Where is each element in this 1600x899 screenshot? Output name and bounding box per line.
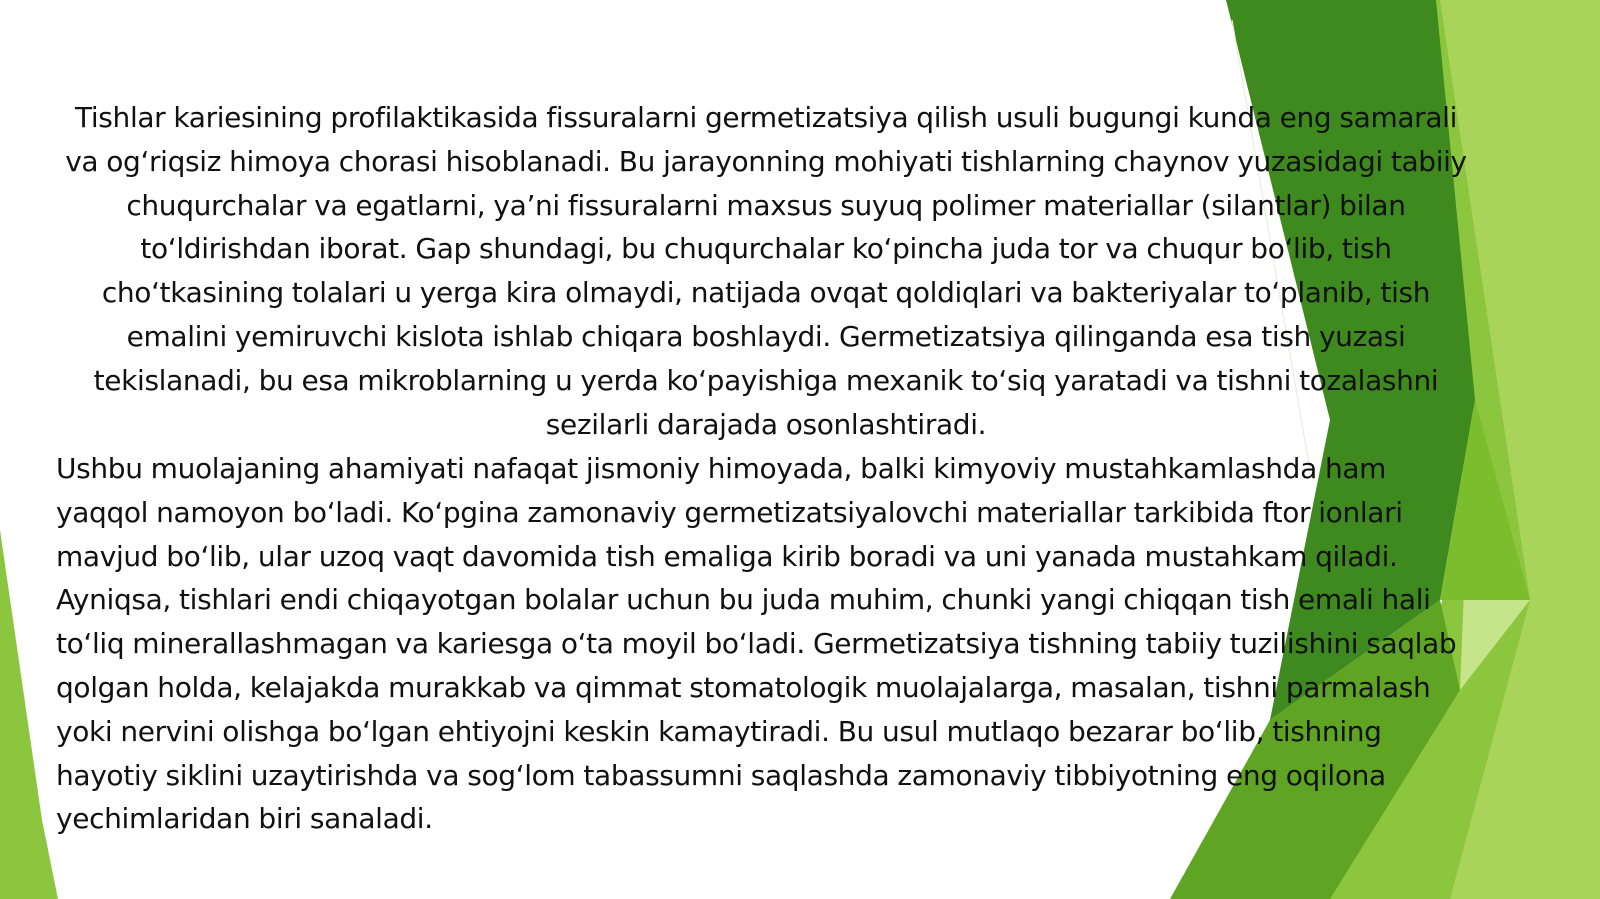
- paragraph-2: Ushbu muolajaning ahamiyati nafaqat jismoniy himoyada, balki kimyoviy mustahkamlashda ham yaqqol namoyon bo‘ladi. Ko‘pgina zamonaviy germetizatsiyalovchi materiallar tarkibida ftor ionlari mavjud bo‘lib, ular uzoq vaqt davomida tish emaliga kirib boradi va uni yanada mustahkam qiladi. Ayniqsa, tishlari endi chiqayotgan bolalar uchun bu juda muhim, chunki yangi chiqqan tish emali hali to‘liq minerallashmagan va kariesga o‘ta moyil bo‘ladi. Germetizatsiya tishning tabiiy tuzilishini saqlab qolgan holda, kelajakda murakkab va qimmat stomatologik muolajalarga, masalan, tishni parmalash yoki nervini olishga bo‘lgan ehtiyojni keskin kamaytiradi. Bu usul mutlaqo bezarar bo‘lib, tishning hayotiy siklini uzaytirishda va sog‘lom tabassumni saqlashda zamonaviy tibbiyotning eng oqilona yechimlaridan biri sanaladi.: [56, 452, 1457, 836]
- left-green-wedge: [0, 530, 58, 899]
- paragraph-1: Tishlar kariesining profilaktikasida fissuralarni germetizatsiya qilish usuli bugungi kunda eng samarali va og‘riqsiz himoya chorasi hisoblanadi. Bu jarayonning mohiyati tishlarning chaynov yuzasidagi tabiiy chuqurchalar va egatlarni, ya’ni fissuralarni maxsus suyuq polimer materiallar (silantlar) bilan to‘ldirishdan iborat. Gap shundagi, bu chuqurchalar ko‘pincha juda tor va chuqur bo‘lib, tish cho‘tkasining tolalari u yerga kira olmaydi, natijada ovqat qoldiqlari va bakteriyalar to‘planib, tish emalini yemiruvchi kislota ishlab chiqara boshlaydi. Germetizatsiya qilinganda esa tish yuzasi tekislanadi, bu esa mikroblarning u yerda ko‘payishiga mexanik to‘siq yaratadi va tishni tozalashni sezilarli darajada osonlashtiradi.: [65, 101, 1467, 441]
